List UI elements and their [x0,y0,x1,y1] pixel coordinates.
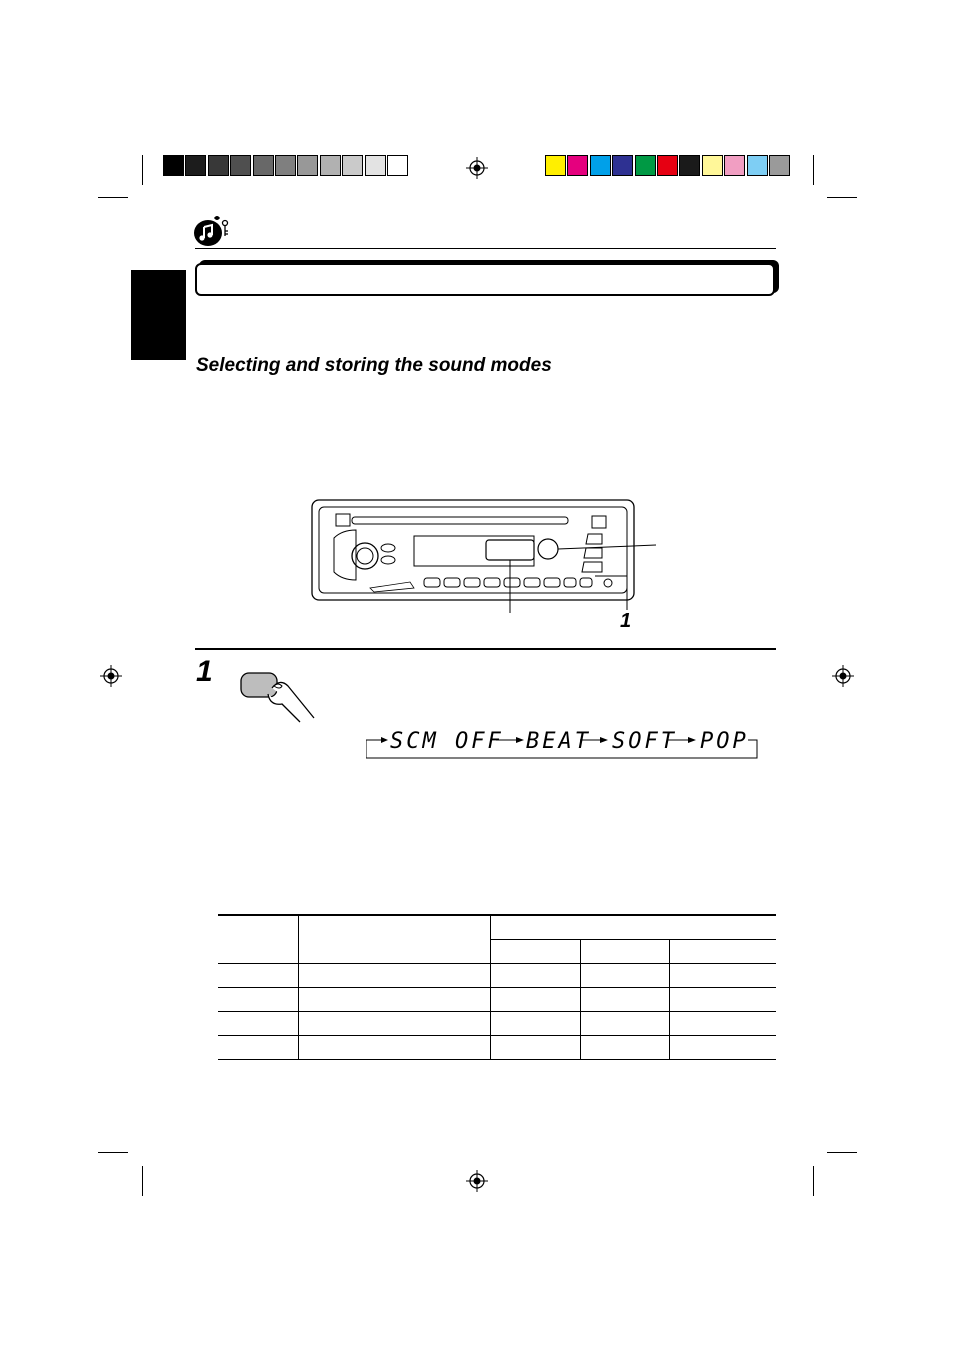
table-cell [299,1012,491,1036]
calibration-swatch [679,155,700,176]
music-note-icon [192,214,232,248]
crop-mark [813,1166,814,1196]
table-cell [670,940,777,964]
calibration-swatch [612,155,633,176]
crop-mark [813,155,814,185]
calibration-swatch [253,155,274,176]
table-cell [491,1036,581,1060]
calibration-swatch [365,155,386,176]
registration-target-icon [466,157,488,179]
sequence-mode-3: SOFT [612,729,677,754]
table-cell [299,1036,491,1060]
table-row [218,988,776,1012]
calibration-swatch [769,155,790,176]
registration-target-icon [466,1170,488,1192]
calibration-swatch [208,155,229,176]
car-stereo-illustration [310,498,660,623]
table-cell [491,915,777,940]
table-cell [670,1012,777,1036]
calibration-swatch [567,155,588,176]
calibration-swatch [590,155,611,176]
sequence-mode-1: SCM OFF [390,729,504,754]
table-cell [299,988,491,1012]
calibration-swatch [657,155,678,176]
crop-mark [142,155,143,185]
step-rule [195,648,776,650]
table-cell [491,988,581,1012]
table-cell [581,988,670,1012]
section-heading-bar [195,263,775,296]
table-cell [218,1012,299,1036]
table-cell [491,940,581,964]
calibration-swatch [185,155,206,176]
language-side-tab [131,270,186,360]
table-cell [218,915,299,964]
table-cell [670,988,777,1012]
table-cell [299,964,491,988]
table-cell [581,1012,670,1036]
registration-target-icon [100,665,122,687]
step-number: 1 [196,655,213,688]
crop-mark [827,197,857,198]
callout-number: 1 [620,610,632,632]
table-cell [218,1036,299,1060]
calibration-swatch [342,155,363,176]
table-row [218,964,776,988]
sound-mode-sequence [366,728,758,759]
sound-mode-table [218,914,776,1060]
registration-target-icon [832,665,854,687]
calibration-swatch [230,155,251,176]
calibration-swatch [387,155,408,176]
sequence-mode-4: POP [700,729,749,754]
table-cell [491,1012,581,1036]
table-row [218,915,776,940]
table-cell [491,964,581,988]
table-cell [581,964,670,988]
calibration-swatch [163,155,184,176]
table-cell [218,964,299,988]
table-cell [670,964,777,988]
calibration-swatch [297,155,318,176]
crop-mark [98,1152,128,1153]
calibration-swatch [724,155,745,176]
calibration-swatch [635,155,656,176]
table-cell [581,940,670,964]
calibration-swatch [702,155,723,176]
crop-mark [827,1152,857,1153]
table-cell [670,1036,777,1060]
table-cell [299,915,491,964]
crop-mark [98,197,128,198]
sequence-mode-2: BEAT [526,729,591,754]
crop-mark [142,1166,143,1196]
table-cell [581,1036,670,1060]
header-rule [195,248,776,249]
calibration-swatch [747,155,768,176]
table-cell [218,988,299,1012]
calibration-swatch [275,155,296,176]
subsection-title: Selecting and storing the sound modes [196,355,552,376]
table-row [218,1012,776,1036]
finger-press-button-icon [238,668,320,724]
calibration-swatch [545,155,566,176]
calibration-swatch [320,155,341,176]
table-row [218,1036,776,1060]
